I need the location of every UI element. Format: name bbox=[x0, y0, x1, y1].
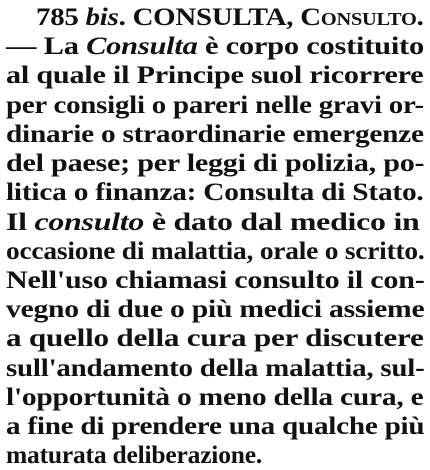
entry-line-10: vegno di due o più medici assieme bbox=[6, 294, 425, 323]
entry-line-5: del paese; per leggi di polizia, po- bbox=[6, 148, 425, 177]
term-consulta: Consulta bbox=[86, 31, 198, 60]
entry-line-6: litica o finanza: Consulta di Stato. bbox=[6, 177, 424, 206]
headword-primary: CONSULTA, bbox=[132, 2, 294, 31]
entry-line-12: sull'andamento della malattia, sul- bbox=[6, 353, 425, 382]
entry-line-11: a quello della cura per discutere bbox=[6, 323, 424, 352]
entry-line-2: al quale il Principe suol ricorrere bbox=[6, 60, 424, 89]
entry-line-3: per consigli o pareri nelle gravi or- bbox=[6, 90, 424, 119]
entry-line-4: dinarie o straordinarie emergenze bbox=[6, 119, 424, 148]
entry-heading: 785 bis. CONSULTA, Consulto. bbox=[36, 2, 424, 31]
entry-number: 785 bbox=[36, 2, 79, 31]
entry-line-9: Nell'uso chiamasi consulto il con- bbox=[6, 265, 425, 294]
term-consulto: consulto bbox=[34, 207, 145, 236]
entry-line-8: occasione di malattia, orale o scritto. bbox=[6, 236, 425, 265]
entry-line-1: — La Consulta è corpo costituito bbox=[6, 31, 424, 60]
entry-line-14: a fine di prendere una qualche più bbox=[6, 411, 425, 440]
entry-line-7: Il consulto è dato dal medico in bbox=[6, 207, 420, 236]
entry-suffix: bis bbox=[85, 2, 119, 31]
headword-secondary: Consulto. bbox=[300, 2, 424, 31]
entry-dash: — bbox=[6, 31, 37, 60]
entry-line-15: maturata deliberazione. bbox=[6, 440, 263, 469]
entry-line-13: l'opportunità o meno della cura, e bbox=[6, 382, 424, 411]
